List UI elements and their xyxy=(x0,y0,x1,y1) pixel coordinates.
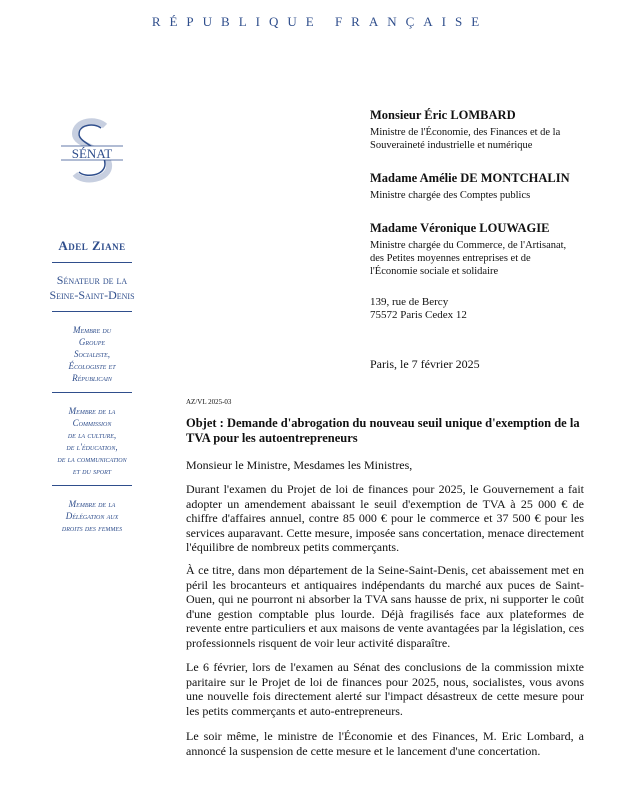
recipient-1 xyxy=(370,108,610,152)
salutation: Monsieur le Ministre, Mesdames les Ministres, xyxy=(186,458,413,472)
membership-group: Membre du Groupe Socialiste, Écologiste et Républicain xyxy=(68,325,116,383)
senat-logo xyxy=(57,116,127,186)
address: 139, rue de Bercy 75572 Paris Cedex 12 xyxy=(370,296,467,321)
recipient-2 xyxy=(370,171,610,202)
senator-name: Adel Ziane xyxy=(58,238,126,253)
recipient-name: Madame Amélie DE MONTCHALIN xyxy=(370,171,570,185)
subject-line: Objet : Demande d'abrogation du nouveau seuil unique d'exemption de la TVA pour les autoentrepreneurs xyxy=(186,416,580,445)
recipient-3 xyxy=(370,221,580,278)
divider xyxy=(52,392,132,393)
divider xyxy=(52,262,132,263)
recipient-name: Madame Véronique LOUWAGIE xyxy=(370,221,550,235)
membership-commission: Membre de la Commission de la culture, de l'éducation, de la communication et du sport xyxy=(57,406,127,476)
divider xyxy=(52,311,132,312)
recipient-title: Ministre de l'Économie, des Finances et de la Souveraineté industrielle et numérique xyxy=(370,127,561,151)
paragraph: À ce titre, dans mon département de la Seine-Saint-Denis, cet abaissement met en péril les brocanteurs et antiquaires indépendants du marché aux puces de Saint-Ouen, qui ne pourront ni absorber la TVA sans hausse de prix, ni supporter le coût d'une gestion comptable plus lourde. Déjà fragilisés face aux plateformes de revente entre particuliers et aux maisons de vente avantagées par la législation, ces professionnels risquent de voir leur activité disparaître. xyxy=(186,563,584,650)
letter-date: Paris, le 7 février 2025 xyxy=(370,357,480,371)
recipient-name: Monsieur Éric LOMBARD xyxy=(370,108,516,122)
paragraph: Le 6 février, lors de l'examen au Sénat des conclusions de la commission mixte paritaire sur le Projet de loi de finances pour 2025, nous, socialistes, vous avons une nouvelle fois directement alerté sur l'impact désastreux de cette mesure pour les petits commerçants et auto-entrepreneurs. xyxy=(186,660,584,718)
recipient-title: Ministre chargée des Comptes publics xyxy=(370,190,531,201)
letterhead-title: RÉPUBLIQUE FRANÇAISE xyxy=(151,14,489,29)
senator-role: Sénateur de la Seine-Saint-Denis xyxy=(49,273,135,302)
membership-delegation: Membre de la Délégation aux droits des femmes xyxy=(61,499,123,533)
logo-text: SÉNAT xyxy=(71,146,113,161)
paragraph: Le soir même, le ministre de l'Économie et des Finances, M. Eric Lombard, a annoncé la suspension de cette mesure et le lancement d'une concertation. xyxy=(186,729,584,758)
senat-logo-graphic xyxy=(57,116,127,186)
divider xyxy=(52,485,132,486)
recipient-title: Ministre chargée du Commerce, de l'Artisanat, des Petites moyennes entreprises et de l'Économie sociale et solidaire xyxy=(370,240,567,277)
reference: AZ/VL 2025-03 xyxy=(186,398,232,406)
paragraph: Durant l'examen du Projet de loi de finances pour 2025, le Gouvernement a fait adopter un amendement abaissant le seuil d'exemption de TVA à 25 000 € de chiffre d'affaires annuel, contre 85 000 € pour le commerce et 37 500 € pour les services auparavant. Cette mesure, imposée sans concertation, menace directement l'équilibre de nombreux petits commerçants. xyxy=(186,482,584,554)
sidebar xyxy=(28,116,156,534)
